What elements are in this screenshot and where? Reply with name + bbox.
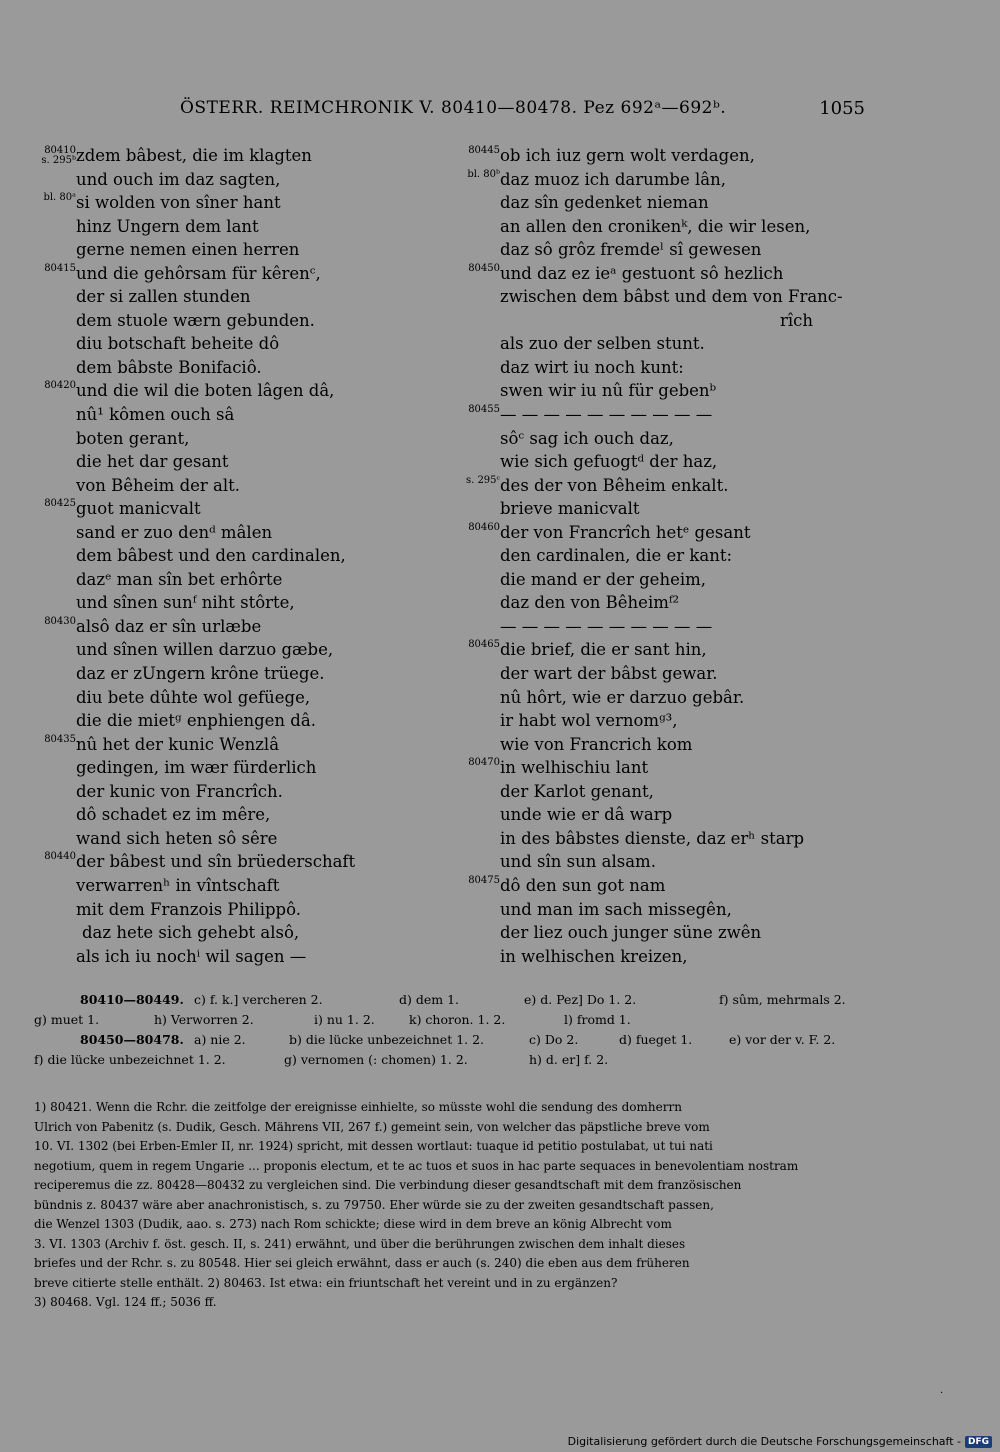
- apparatus-entry: l) fromd 1.: [564, 1012, 631, 1027]
- verse-text: daz sîn gedenket nieman: [500, 193, 709, 213]
- verse-line: [34, 474, 454, 498]
- apparatus-line: [34, 1010, 864, 1030]
- verse-text: daz den von Bêheimᶠ²: [500, 593, 680, 613]
- verse-text: der liez ouch junger süne zwên: [500, 923, 762, 943]
- line-number: 80455: [468, 404, 500, 416]
- verse-line: [34, 285, 454, 309]
- verse-line: [34, 898, 454, 922]
- verse-line: [34, 379, 454, 403]
- verse-text: nû hôrt, wie er darzuo gebâr.: [500, 687, 745, 707]
- line-number: 80445: [468, 145, 500, 156]
- verse-text: der wart der bâbst gewar.: [500, 664, 718, 684]
- footnote-line: die Wenzel 1303 (Dudik, aao. s. 273) nach Rom schickte; diese wird in dem breve an könig Albrecht vom: [34, 1217, 672, 1231]
- margin-mark: ·: [940, 1388, 944, 1399]
- verse-line: [34, 615, 454, 639]
- verse-line: [458, 709, 868, 733]
- verse-line: [458, 568, 868, 592]
- verse-line: [34, 262, 454, 286]
- verse-line: [34, 709, 454, 733]
- verse-line: [34, 356, 454, 380]
- apparatus-range: 80410—80449.: [80, 992, 184, 1007]
- verse-text: den cardinalen, die er kant:: [500, 546, 733, 566]
- verse-line: [34, 568, 454, 592]
- footnote-line: 10. VI. 1302 (bei Erben-Emler II, nr. 1924) spricht, mit dessen wortlaut: tuaque id petitio postulabat, ut tui nati: [34, 1139, 713, 1153]
- verse-line: [34, 827, 454, 851]
- verse-line: [34, 686, 454, 710]
- verse-text: daz sô grôz fremdeˡ sî gewesen: [500, 240, 762, 260]
- verse-line: [458, 756, 868, 780]
- apparatus-entry: g) muet 1.: [34, 1012, 100, 1027]
- verse-text: diu botschaft beheite dô: [76, 334, 280, 354]
- verse-line: [34, 921, 454, 945]
- line-number: bl. 80ᵃ: [43, 192, 76, 204]
- line-number: 80460: [468, 521, 500, 533]
- verse-line: [458, 733, 868, 757]
- verse-text: in welhischen kreizen,: [500, 946, 688, 966]
- verse-text: und ouch im daz sagten,: [76, 169, 281, 189]
- verse-text: unde wie er dâ warp: [500, 805, 673, 825]
- verse-line: [458, 309, 868, 333]
- verse-line: [34, 238, 454, 262]
- verse-text: dô schadet ez im mêre,: [76, 805, 271, 825]
- verse-line: [458, 238, 868, 262]
- verse-text: verwarrenʰ in vîntschaft: [76, 875, 280, 895]
- verse-line: [458, 474, 868, 498]
- verse-line: [34, 497, 454, 521]
- verse-line: [34, 521, 454, 545]
- verse-line: [458, 780, 868, 804]
- apparatus-entry: e) d. Pez] Do 1. 2.: [524, 992, 637, 1007]
- footnote-line: briefes und der Rchr. s. zu 80548. Hier sei gleich erwähnt, dass er auch (s. 240) die eben aus dem früheren: [34, 1256, 690, 1270]
- apparatus-line: [34, 1030, 864, 1050]
- verse-line: [458, 427, 868, 451]
- verse-text: nû¹ kômen ouch sâ: [76, 405, 235, 425]
- apparatus-entry: k) choron. 1. 2.: [409, 1012, 506, 1027]
- verse-line: [458, 497, 868, 521]
- verse-line: [34, 733, 454, 757]
- verse-text: die die mietᵍ enphiengen dâ.: [76, 711, 316, 731]
- apparatus-range: 80450—80478.: [80, 1032, 184, 1047]
- verse-text: wie von Francrich kom: [500, 734, 693, 754]
- dfg-logo: DFG: [965, 1436, 992, 1448]
- apparatus-entry: f) sûm, mehrmals 2.: [719, 992, 846, 1007]
- verse-line: [34, 450, 454, 474]
- verse-line: [458, 215, 868, 239]
- apparatus-entry: a) nie 2.: [194, 1032, 246, 1047]
- verse-line: [458, 168, 868, 192]
- verse-text: dem stuole wærn gebunden.: [76, 310, 315, 330]
- footnote-line: Ulrich von Pabenitz (s. Dudik, Gesch. Mährens VII, 267 f.) gemeint sein, von welcher das päpstliche breve vom: [34, 1119, 710, 1134]
- page-reference: s. 295ᵇ: [41, 155, 76, 166]
- verse-line: [34, 427, 454, 451]
- verse-line: [458, 615, 868, 639]
- verse-text: daz muoz ich darumbe lân,: [500, 169, 726, 189]
- verse-text: alsô daz er sîn urlæbe: [76, 616, 262, 636]
- line-number: 80470: [468, 757, 500, 769]
- digitization-footer: [568, 1435, 992, 1448]
- verse-line: [458, 850, 868, 874]
- verse-line: [34, 191, 454, 215]
- apparatus-entry: f) die lücke unbezeichnet 1. 2.: [34, 1052, 226, 1067]
- verse-text: der Karlot genant,: [500, 781, 654, 801]
- verse-text: der von Francrîch hetᵉ gesant: [500, 522, 751, 542]
- verse-line: [458, 521, 868, 545]
- footer-text: Digitalisierung gefördert durch die Deutsche Forschungsgemeinschaft -: [567, 1435, 961, 1448]
- line-number: 80410: [44, 145, 76, 156]
- verse-line: [458, 686, 868, 710]
- line-number: 80435: [44, 733, 76, 745]
- verse-text: diu bete dûhte wol gefüege,: [76, 687, 311, 707]
- verse-line: [34, 309, 454, 333]
- line-number: 80415: [44, 262, 76, 274]
- right-verse-column: [458, 144, 868, 968]
- verse-text: nû het der kunic Wenzlâ: [76, 734, 280, 754]
- footnotes: [34, 1098, 864, 1313]
- verse-line: [34, 662, 454, 686]
- verse-text: zdem bâbest, die im klagten: [76, 146, 312, 165]
- verse-text: die mand er der geheim,: [500, 569, 707, 589]
- line-number: 80450: [468, 262, 500, 274]
- verse-text: dem bâbste Bonifaciô.: [76, 357, 262, 377]
- verse-line: [458, 285, 868, 309]
- verse-line: [34, 638, 454, 662]
- verse-text: brieve manicvalt: [500, 499, 640, 519]
- verse-text: rîch: [780, 310, 814, 330]
- verse-line: [34, 756, 454, 780]
- running-header: [60, 98, 865, 122]
- verse-line: [458, 638, 868, 662]
- line-number: 80420: [44, 380, 76, 392]
- verse-line: [34, 403, 454, 427]
- verse-line: [34, 780, 454, 804]
- verse-text: dem bâbest und den cardinalen,: [76, 546, 346, 566]
- line-number: 80465: [468, 639, 500, 651]
- verse-line: [34, 591, 454, 615]
- verse-text: daz hete sich gehebt alsô,: [82, 923, 300, 943]
- line-number: 80440: [44, 851, 76, 863]
- verse-text: swen wir iu nû für gebenᵇ: [500, 381, 717, 401]
- verse-text: boten gerant,: [76, 428, 190, 448]
- apparatus-entry: d) fueget 1.: [619, 1032, 693, 1047]
- apparatus-entry: c) Do 2.: [529, 1032, 579, 1047]
- verse-text: die brief, die er sant hin,: [500, 640, 707, 660]
- apparatus-entry: i) nu 1. 2.: [314, 1012, 375, 1027]
- verse-line: [458, 945, 868, 969]
- verse-line: [34, 215, 454, 239]
- verse-text: des der von Bêheim enkalt.: [500, 475, 729, 495]
- verse-line: [458, 262, 868, 286]
- verse-line: [34, 168, 454, 192]
- apparatus-entry: h) Verworren 2.: [154, 1012, 254, 1027]
- verse-line: [458, 544, 868, 568]
- verse-text: gerne nemen einen herren: [76, 240, 300, 260]
- verse-text: guot manicvalt: [76, 499, 201, 519]
- verse-text: in des bâbstes dienste, daz erʰ starp: [500, 828, 805, 848]
- footnote-line: 3. VI. 1303 (Archiv f. öst. gesch. II, s. 241) erwähnt, und über die berührungen zwischen dem inhalt dieses: [34, 1236, 686, 1251]
- line-number: 80475: [468, 874, 500, 886]
- verse-line: [458, 356, 868, 380]
- verse-text: von Bêheim der alt.: [76, 475, 241, 495]
- footnote-line: breve citierte stelle enthält. 2) 80463. Ist etwa: ein friuntschaft het vereint und in zu ergänzen?: [34, 1275, 618, 1290]
- footnote-line: reciperemus die zz. 80428—80432 zu vergleichen sind. Die verbindung dieser gesandtschaft mit dem französischen: [34, 1178, 742, 1192]
- apparatus-entry: b) die lücke unbezeichnet 1. 2.: [289, 1032, 485, 1047]
- critical-apparatus: [34, 990, 864, 1070]
- verse-line: [34, 332, 454, 356]
- verse-text: wand sich heten sô sêre: [76, 828, 278, 848]
- verse-text: in welhischiu lant: [500, 758, 649, 778]
- apparatus-entry: c) f. k.] vercheren 2.: [194, 992, 323, 1007]
- footnote-line: 3) 80468. Vgl. 124 ff.; 5036 ff.: [34, 1295, 217, 1309]
- verse-text: der si zallen stunden: [76, 287, 251, 307]
- apparatus-line: [34, 1050, 864, 1070]
- verse-text: der kunic von Francrîch.: [76, 781, 283, 801]
- line-number: 80430: [44, 615, 76, 627]
- verse-text: hinz Ungern dem lant: [76, 216, 259, 236]
- verse-line: [458, 379, 868, 403]
- verse-text: wie sich gefuogtᵈ der haz,: [500, 452, 718, 472]
- verse-text: und man im sach missegên,: [500, 899, 732, 919]
- apparatus-line: [34, 990, 864, 1010]
- verse-text: daz wirt iu noch kunt:: [500, 357, 684, 377]
- apparatus-entry: e) vor der v. F. 2.: [729, 1032, 836, 1047]
- verse-text: mit dem Franzois Philippô.: [76, 899, 302, 919]
- verse-text: die het dar gesant: [76, 452, 229, 472]
- line-number: s. 295ᶜ: [465, 474, 500, 486]
- line-number: bl. 80ᵇ: [467, 168, 500, 180]
- verse-text: dazᵉ man sîn bet erhôrte: [76, 569, 283, 589]
- verse-line: [458, 921, 868, 945]
- verse-text: sand er zuo denᵈ mâlen: [76, 522, 273, 542]
- verse-line: [458, 898, 868, 922]
- verse-text: ir habt wol vernomᵍ³,: [500, 711, 678, 731]
- verse-text: und sînen willen darzuo gæbe,: [76, 640, 334, 660]
- apparatus-entry: h) d. er] f. 2.: [529, 1052, 609, 1067]
- verse-line: [458, 874, 868, 898]
- footnote-line: bündnis z. 80437 wäre aber anachronistisch, s. zu 79750. Eher würde sie zu der zweiten gesandtschaft passen,: [34, 1197, 714, 1212]
- verse-text: ob ich iuz gern wolt verdagen,: [500, 146, 755, 165]
- verse-line: [34, 945, 454, 969]
- header-title: ÖSTERR. REIMCHRONIK V. 80410—80478. Pez 692ᵃ—692ᵇ.: [180, 98, 727, 118]
- verse-line: [458, 450, 868, 474]
- verse-text: gedingen, im wær fürderlich: [76, 758, 317, 778]
- verse-text: daz er zUngern krône trüege.: [76, 664, 325, 684]
- verse-text: und die gehôrsam für kêrenᶜ,: [76, 263, 321, 283]
- verse-line: [458, 827, 868, 851]
- verse-text: als ich iu nochⁱ wil sagen —: [76, 946, 307, 966]
- verse-line: [458, 591, 868, 615]
- verse-line: [458, 662, 868, 686]
- verse-text: der bâbest und sîn brüederschaft: [76, 852, 356, 872]
- verse-text: sôᶜ sag ich ouch daz,: [500, 428, 674, 448]
- verse-text: an allen den cronikenᵏ, die wir lesen,: [500, 216, 811, 236]
- left-verse-column: [34, 144, 454, 968]
- verse-line: [34, 544, 454, 568]
- page-number: 1055: [819, 98, 865, 119]
- verse-line: [458, 803, 868, 827]
- verse-line: [34, 803, 454, 827]
- verse-line: [458, 403, 868, 427]
- verse-line: [458, 332, 868, 356]
- footnote-line: negotium, quem in regem Ungarie ... proponis electum, et te ac tuos et suos in hac parte sequaces in benevolentiam nostram: [34, 1158, 799, 1173]
- verse-text: und die wil die boten lâgen dâ,: [76, 381, 335, 401]
- apparatus-entry: g) vernomen (: chomen) 1. 2.: [284, 1052, 468, 1067]
- footnote-line: 1) 80421. Wenn die Rchr. die zeitfolge der ereignisse einhielte, so müsste wohl die sendung des domherrn: [34, 1100, 682, 1114]
- verse-line: [458, 144, 868, 168]
- verse-text: und sînen sunᶠ niht stôrte,: [76, 593, 295, 613]
- verse-text: und daz ez ieᵃ gestuont sô hezlich: [500, 263, 784, 283]
- verse-text: — — — — — — — — — —: [500, 405, 713, 425]
- apparatus-entry: d) dem 1.: [399, 992, 460, 1007]
- verse-line: [34, 850, 454, 874]
- line-number: 80425: [44, 498, 76, 510]
- verse-line: [458, 191, 868, 215]
- verse-text: — — — — — — — — — —: [500, 616, 713, 636]
- verse-text: zwischen dem bâbst und dem von Franc-: [500, 287, 843, 307]
- verse-text: als zuo der selben stunt.: [500, 334, 705, 354]
- verse-text: und sîn sun alsam.: [500, 852, 656, 872]
- verse-line: [34, 144, 454, 168]
- verse-text: dô den sun got nam: [500, 875, 666, 895]
- verse-line: [34, 874, 454, 898]
- verse-text: si wolden von sîner hant: [76, 193, 281, 213]
